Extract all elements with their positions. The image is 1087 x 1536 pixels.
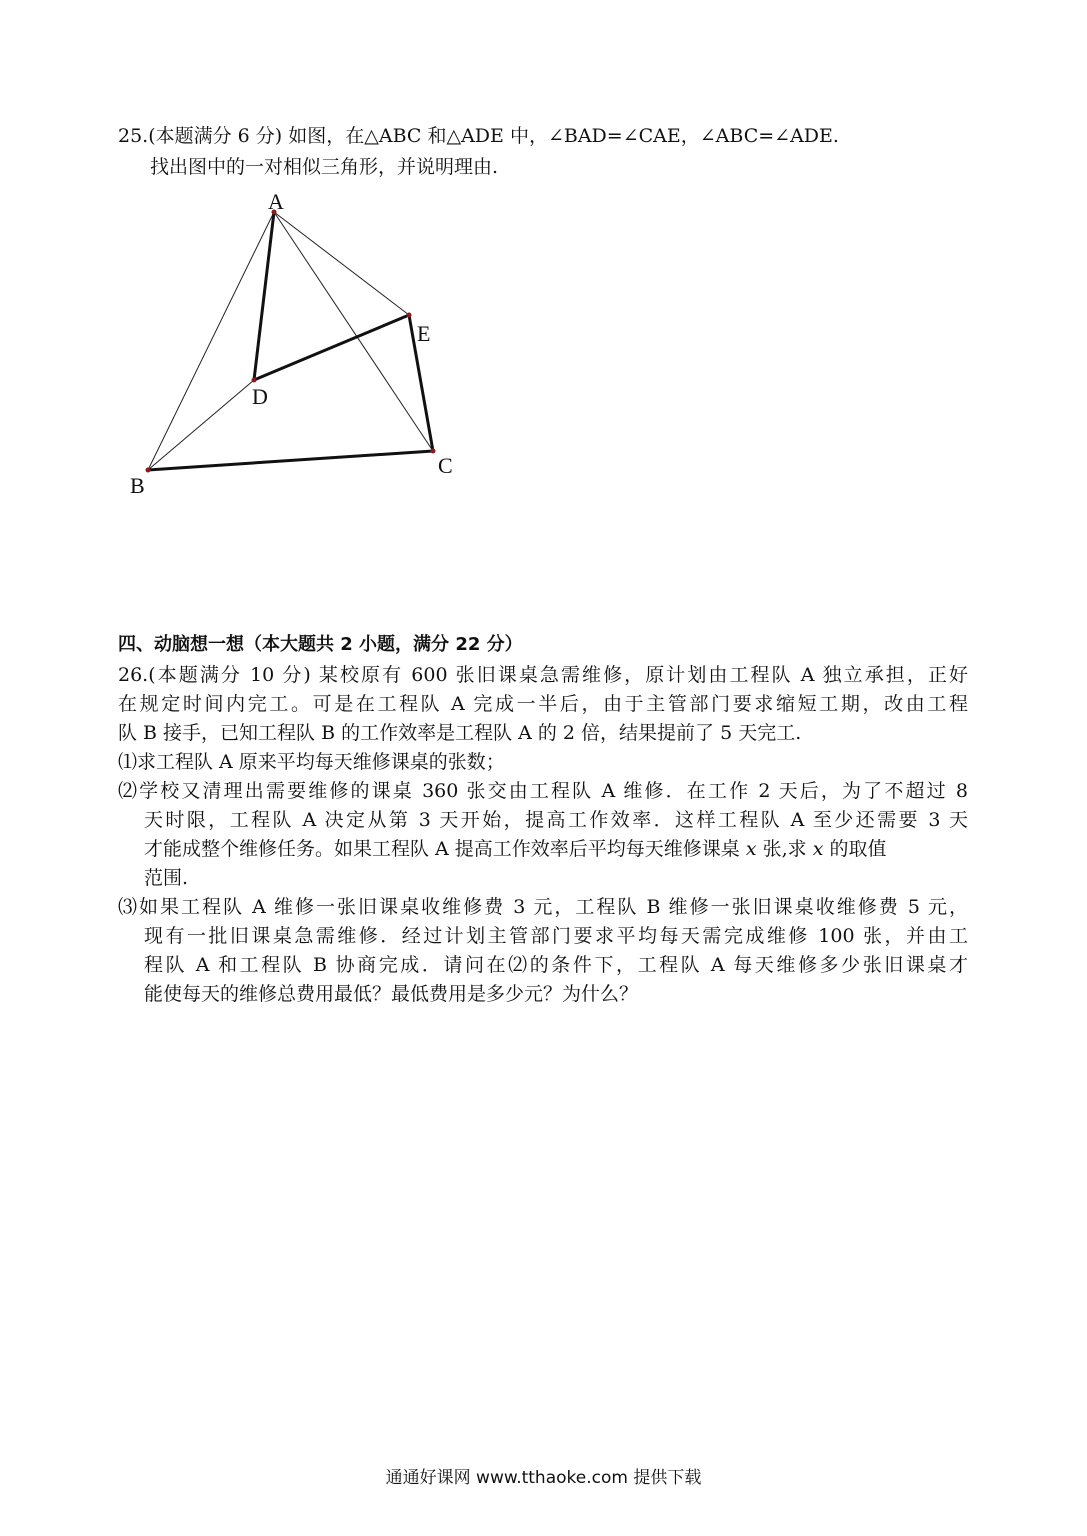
triangle-figure	[120, 188, 480, 508]
segment-ae	[274, 212, 409, 315]
q26-part-2-line-3	[144, 837, 886, 861]
label-e: E	[417, 321, 431, 346]
section-heading: 四、动脑想一想（本大题共 2 小题，满分 22 分）	[118, 634, 523, 655]
segment-bc	[148, 451, 433, 470]
q26-part-2-line-4: 范围.	[144, 867, 189, 889]
q25-line-1: 25.(本题满分 6 分) 如图，在△ABC 和△ADE 中，∠BAD=∠CAE，∠ABC=∠ADE.	[118, 125, 839, 147]
segment-de	[254, 315, 409, 380]
segment-ac	[274, 212, 433, 451]
q26-part-3-line-4: 能使每天的维修总费用最低？最低费用是多少元？为什么？	[144, 983, 639, 1005]
q26-part-2-line-2: 天时限，工程队 A 决定从第 3 天开始，提高工作效率．这样工程队 A 至少还需要 3 天	[144, 809, 968, 831]
q26-part-3-line-1: ⑶如果工程队 A 维修一张旧课桌收维修费 3 元，工程队 B 维修一张旧课桌收维修费 5 元，	[118, 896, 968, 918]
q26-part-2-line-3a: 才能成整个维修任务。如果工程队 A 提高工作效率后平均每天维修课桌	[144, 838, 746, 860]
point-e	[407, 313, 412, 318]
point-d	[252, 378, 257, 383]
segment-ab	[148, 212, 274, 470]
q26-part-3-line-3: 程队 A 和工程队 B 协商完成．请问在⑵的条件下，工程队 A 每天维修多少张旧课桌才	[144, 954, 968, 976]
page-footer: 通通好课网 www.tthaoke.com 提供下载	[385, 1468, 702, 1488]
q26-part-2-line-3b: 张,求	[756, 838, 813, 860]
q26-part-2-line-1: ⑵学校又清理出需要维修的课桌 360 张交由工程队 A 维修．在工作 2 天后，为了不超过 8	[118, 780, 968, 802]
q26-line-3: 队 B 接手，已知工程队 B 的工作效率是工程队 A 的 2 倍，结果提前了 5 天完工.	[118, 722, 802, 744]
variable-x-1: x	[745, 838, 757, 860]
label-b: B	[130, 473, 145, 498]
q25-line-2: 找出图中的一对相似三角形，并说明理由.	[150, 156, 499, 178]
point-b	[146, 468, 151, 473]
label-c: C	[438, 453, 453, 478]
q26-part-3-line-2: 现有一批旧课桌急需维修．经过计划主管部门要求平均每天需完成维修 100 张，并由工	[144, 925, 968, 947]
q26-part-1: ⑴求工程队 A 原来平均每天维修课桌的张数；	[118, 751, 505, 773]
q26-part-2-line-3c: 的取值	[823, 838, 887, 860]
q26-line-1: 26.(本题满分 10 分) 某校原有 600 张旧课桌急需维修，原计划由工程队 A 独立承担，正好	[118, 664, 968, 686]
segment-bd	[148, 380, 254, 470]
label-a: A	[268, 189, 284, 214]
point-c	[431, 449, 436, 454]
variable-x-2: x	[812, 838, 824, 860]
label-d: D	[252, 384, 268, 409]
q26-line-2: 在规定时间内完工。可是在工程队 A 完成一半后，由于主管部门要求缩短工期，改由工程	[118, 693, 968, 715]
segment-ad	[254, 212, 274, 380]
